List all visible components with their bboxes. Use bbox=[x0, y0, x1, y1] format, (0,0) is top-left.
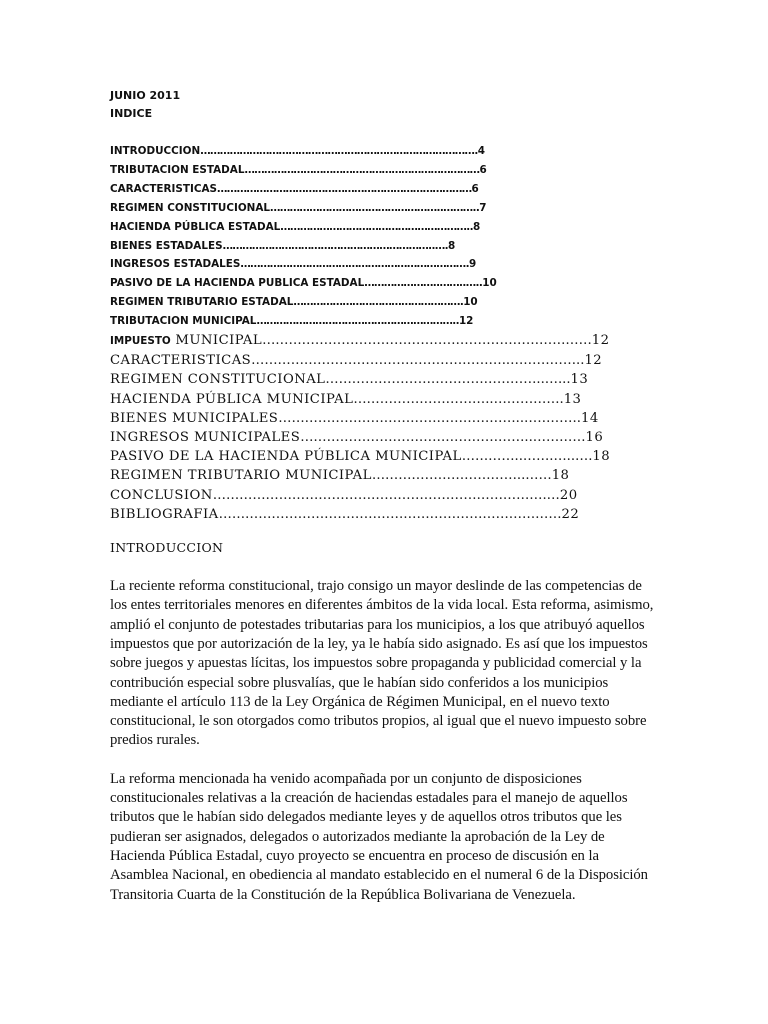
toc-leader-dots: ……………………………………………. bbox=[293, 296, 464, 309]
toc-entry bbox=[110, 199, 658, 218]
toc-entry-label: INTRODUCCION bbox=[110, 145, 201, 157]
toc-page-number: 12 bbox=[584, 353, 603, 369]
toc-page-number: 18 bbox=[592, 449, 611, 465]
toc-leader-dots: ………………………………………………………………… bbox=[262, 333, 592, 349]
toc-entry bbox=[110, 331, 658, 351]
toc-entry-label: INGRESOS ESTADALES bbox=[110, 258, 241, 271]
toc-entry-label: REGIMEN CONSTITUCIONAL bbox=[110, 372, 326, 388]
toc-entry-label: PASIVO DE LA HACIENDA PÚBLICA MUNICIPAL bbox=[110, 449, 462, 465]
toc-page-number: 6 bbox=[471, 182, 479, 195]
introduction-body bbox=[110, 577, 658, 905]
toc-leader-dots: ………………………………………………….. bbox=[280, 220, 473, 233]
toc-entry-label: PASIVO DE LA HACIENDA PUBLICA ESTADAL bbox=[110, 277, 365, 290]
toc-leader-dots: ……………………………………………………………. bbox=[240, 258, 469, 271]
body-paragraph: La reciente reforma constitucional, trajo consigo un mayor deslinde de las competencias de los entes territoriales menores en diferentes ámbitos de la vida local. Esta reforma, asimismo, amplió el conjunto de potestades tributarias para los municipios, a los que atribuyó aquellos impuestos que por autorización de la ley, ya le había sido asignado. Es así que los impuestos sobre juegos y apuestas lícitas, los impuestos sobre propaganda y publicidad comercial y la contribución especial sobre plusvalías, que le habían sido conferidos a los municipios mediante el artículo 113 de la Ley Orgánica de Régimen Municipal, en el nuevo texto constitucional, le son otorgados como tributos propios, al igual que el nuevo impuesto sobre predios rurales. bbox=[110, 578, 654, 749]
toc-page-number: 6 bbox=[479, 163, 487, 176]
toc-page-number: 10 bbox=[482, 277, 497, 290]
toc-entry bbox=[110, 409, 658, 428]
index-title: INDICE bbox=[110, 107, 153, 120]
toc-leader-dots: …………………………………………………………………… bbox=[218, 506, 562, 522]
document-date: JUNIO 2011 bbox=[110, 89, 181, 102]
toc-entry-label: HACIENDA PÚBLICA ESTADAL bbox=[110, 220, 281, 233]
toc-entry bbox=[110, 505, 658, 524]
toc-page-number: 12 bbox=[591, 333, 610, 349]
toc-leader-dots: …………………..……..….. bbox=[364, 277, 483, 290]
toc-page-number: 8 bbox=[472, 220, 481, 233]
toc-entry bbox=[110, 274, 658, 293]
toc-page-number: 13 bbox=[563, 391, 582, 407]
toc-entry bbox=[110, 293, 658, 312]
toc-leader-dots: ………………………………………………………..…. bbox=[222, 239, 448, 252]
toc-page-number: 10 bbox=[463, 296, 478, 309]
toc-entry-label: CARACTERISTICAS bbox=[110, 353, 252, 369]
toc-entry-label: TRIBUTACION MUNICIPAL bbox=[110, 315, 257, 328]
toc-leader-dots: …………………………………………………….. bbox=[256, 315, 459, 328]
toc-leader-dots: …………………………..……………. bbox=[353, 391, 564, 407]
toc-entry-label: CONCLUSION bbox=[110, 487, 213, 503]
toc-page-number: 18 bbox=[551, 468, 570, 484]
toc-leader-dots: …………..…….…..…. bbox=[461, 449, 593, 465]
introduction-heading: INTRODUCCION bbox=[110, 540, 224, 556]
toc-entry bbox=[110, 390, 658, 409]
toc-leader-dots: ………………………………………………………………….… bbox=[212, 487, 560, 503]
toc-leader-dots: ……………………………………………………………… bbox=[244, 163, 480, 176]
toc-page-number: 13 bbox=[570, 372, 589, 388]
toc-page-number: 4 bbox=[477, 145, 485, 157]
toc-section-estadal bbox=[110, 142, 658, 331]
toc-page-number: 20 bbox=[559, 487, 578, 503]
toc-leader-dots: …………………………………………………………………………. bbox=[200, 145, 478, 157]
toc-leader-dots: …………………………………………………..…………….. bbox=[251, 353, 585, 369]
toc-page-number: 14 bbox=[581, 410, 599, 426]
toc-page-number: 8 bbox=[448, 239, 456, 252]
toc-entry-label: MUNICIPAL bbox=[170, 333, 263, 349]
toc-page-number: 9 bbox=[468, 258, 477, 271]
toc-entry bbox=[110, 142, 658, 161]
toc-entry-label: TRIBUTACION ESTADAL bbox=[110, 163, 245, 176]
toc-page-number: 22 bbox=[561, 506, 580, 522]
toc-entry-label: REGIMEN TRIBUTARIO MUNICIPAL bbox=[110, 468, 372, 484]
toc-page-number: 12 bbox=[458, 315, 474, 328]
toc-entry-label: INGRESOS MUNICIPALES bbox=[110, 430, 301, 446]
toc-entry bbox=[110, 428, 658, 447]
toc-entry-lead: IMPUESTO bbox=[110, 335, 171, 348]
toc-entry bbox=[110, 161, 658, 180]
toc-leader-dots: ……………………………..…… bbox=[371, 468, 552, 484]
toc-entry bbox=[110, 447, 658, 466]
toc-entry bbox=[110, 486, 658, 505]
table-of-contents bbox=[110, 142, 658, 524]
toc-entry bbox=[110, 237, 658, 256]
toc-leader-dots: ………………………………………………..…………. bbox=[278, 410, 581, 426]
toc-entry-label: HACIENDA PÚBLICA MUNICIPAL bbox=[110, 391, 354, 407]
toc-leader-dots: ……………………………………………..………… bbox=[300, 430, 586, 446]
toc-entry-label: BIENES ESTADALES bbox=[110, 239, 223, 252]
toc-entry bbox=[110, 218, 658, 237]
body-paragraph: La reforma mencionada ha venido acompañada por un conjunto de disposiciones constitucionales relativas a la creación de haciendas estadales para el manejo de aquellos tributos que le habían sido delegados mediante leyes y de aquellos otros tributos que les pudieran ser asignados, delegados o autorizados mediante la aprobación de la Ley de Hacienda Pública Estadal, cuyo proyecto se encuentra en proceso de discusión en la Asamblea Nacional, en obediencia al mandato establecido en el numeral 6 de la Disposición Transitoria Cuarta de la Constitución de la República Bolivariana de Venezuela. bbox=[110, 770, 648, 903]
toc-entry-label: BIBLIOGRAFIA bbox=[110, 506, 219, 522]
toc-page-number: 16 bbox=[585, 430, 604, 446]
toc-entry-label: BIENES MUNICIPALES bbox=[110, 410, 279, 426]
toc-entry bbox=[110, 255, 658, 274]
toc-entry bbox=[110, 312, 658, 331]
toc-entry-label: REGIMEN CONSTITUCIONAL bbox=[110, 201, 271, 214]
toc-leader-dots: …………………………………………..…... bbox=[325, 372, 571, 388]
toc-entry-label: CARACTERISTICAS bbox=[110, 182, 217, 195]
toc-page-number: 7 bbox=[479, 201, 487, 214]
document-page bbox=[110, 87, 658, 905]
toc-entry bbox=[110, 180, 658, 199]
toc-entry bbox=[110, 351, 658, 370]
toc-leader-dots: ……………………………………………..……….. bbox=[270, 201, 480, 214]
toc-entry-label: REGIMEN TRIBUTARIO ESTADAL bbox=[110, 296, 294, 309]
toc-section-municipal bbox=[110, 331, 658, 524]
toc-leader-dots: …………………………………………………………………… bbox=[216, 182, 472, 195]
toc-entry bbox=[110, 370, 658, 389]
toc-entry bbox=[110, 466, 658, 485]
